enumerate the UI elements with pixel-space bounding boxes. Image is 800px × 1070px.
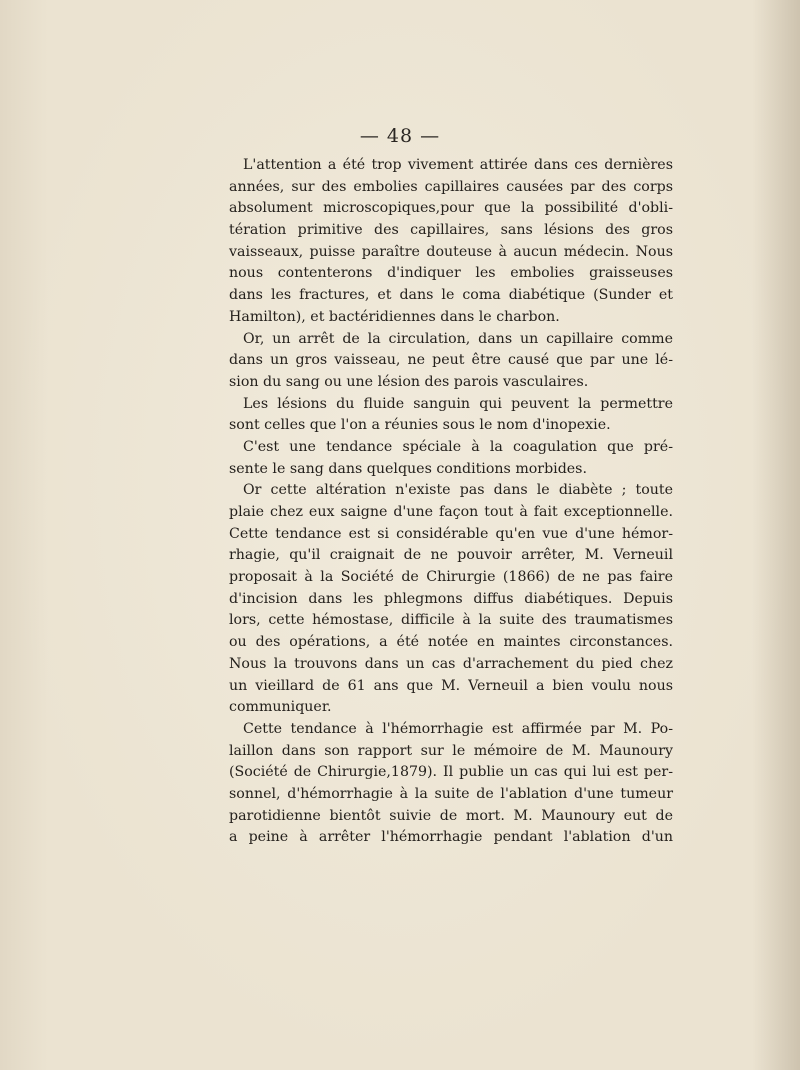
text-line: Hamilton), et bactéridiennes dans le charbon.: [229, 308, 560, 325]
text-line: un vieillard de 61 ans que M. Verneuil a bien voulu nous: [229, 677, 673, 694]
text-line: sonnel, d'hémorrhagie à la suite de l'ablation d'une tumeur: [229, 785, 673, 802]
text-line: proposait à la Société de Chirurgie (1866) de ne pas faire: [229, 569, 673, 586]
text-line: tération primitive des capillaires, sans lésions des gros: [229, 222, 673, 239]
text-line: parotidienne bientôt suivie de mort. M. Maunoury eut de: [229, 807, 673, 824]
text-line: communiquer.: [229, 699, 332, 716]
text-line: Cette tendance est si considérable qu'en vue d'une hémor-: [229, 525, 673, 542]
text-line: Nous la trouvons dans un cas d'arrachement du pied chez: [229, 655, 673, 672]
text-line: Cette tendance à l'hémorrhagie est affirmée par M. Po-: [243, 720, 673, 737]
body-text: [229, 155, 673, 849]
page-number: — 48 —: [359, 125, 441, 147]
text-line: Or, un arrêt de la circulation, dans un capillaire comme: [243, 330, 673, 347]
text-line: dans les fractures, et dans le coma diabétique (Sunder et: [229, 287, 673, 304]
text-line: L'attention a été trop vivement attirée dans ces dernières: [243, 157, 673, 173]
text-line: a peine à arrêter l'hémorrhagie pendant l'ablation d'un: [229, 829, 673, 846]
text-line: Les lésions du fluide sanguin qui peuvent la permettre: [243, 395, 673, 412]
text-line: vaisseaux, puisse paraître douteuse à aucun médecin. Nous: [229, 243, 673, 260]
text-line: sente le sang dans quelques conditions morbides.: [229, 460, 587, 477]
text-line: lors, cette hémostase, difficile à la suite des traumatismes: [229, 612, 673, 629]
text-line: sion du sang ou une lésion des parois vasculaires.: [229, 373, 589, 390]
text-line: ou des opérations, a été notée en maintes circonstances.: [229, 634, 673, 651]
text-line: plaie chez eux saigne d'une façon tout à fait exceptionnelle.: [229, 504, 673, 520]
text-line: d'incision dans les phlegmons diffus diabétiques. Depuis: [229, 590, 673, 607]
text-line: (Société de Chirurgie,1879). Il publie un cas qui lui est per-: [229, 764, 673, 781]
text-line: Or cette altération n'existe pas dans le diabète ; toute: [243, 482, 673, 499]
text-line: sont celles que l'on a réunies sous le nom d'inopexie.: [229, 417, 611, 434]
text-line: dans un gros vaisseau, ne peut être causé que par une lé-: [229, 352, 673, 369]
text-line: absolument microscopiques,pour que la possibilité d'obli-: [229, 200, 673, 217]
text-line: années, sur des embolies capillaires causées par des corps: [229, 178, 673, 195]
text-line: rhagie, qu'il craignait de ne pouvoir arrêter, M. Verneuil: [229, 547, 673, 564]
text-line: laillon dans son rapport sur le mémoire de M. Maunoury: [229, 742, 673, 759]
text-line: nous contenterons d'indiquer les embolies graisseuses: [229, 265, 673, 282]
text-line: C'est une tendance spéciale à la coagulation que pré-: [243, 438, 673, 455]
